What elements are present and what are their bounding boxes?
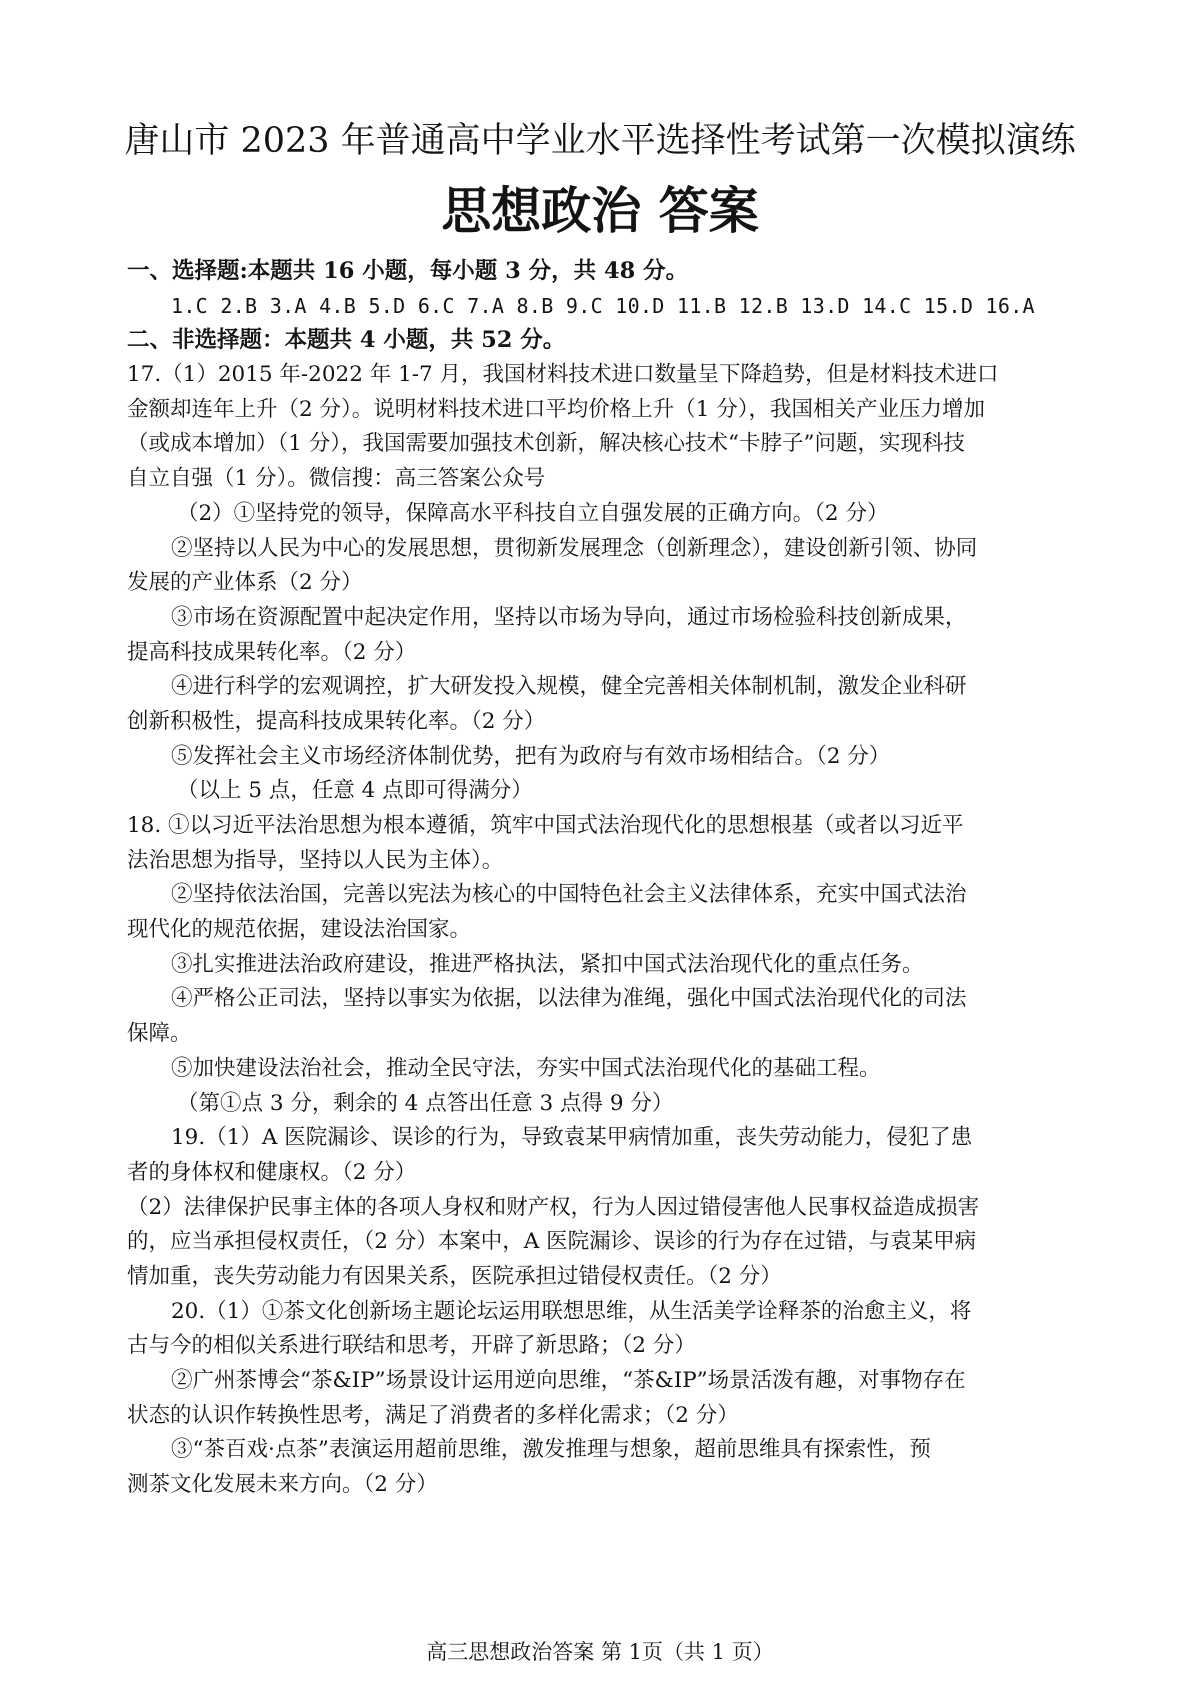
answer-line: 创新积极性，提高科技成果转化率。（2 分） [127, 708, 546, 734]
choice-answer-key: 1.C 2.B 3.A 4.B 5.D 6.C 7.A 8.B 9.C 10.D 11.B 12.B 13.D 14.C 15.D 16.A [171, 293, 1035, 318]
answer-line: （2）①坚持党的领导，保障高水平科技自立自强发展的正确方向。（2 分） [177, 500, 889, 526]
answer-line: ②广州茶博会“茶&IP”场景设计运用逆向思维，“茶&IP”场景活泼有趣，对事物存在 [171, 1368, 966, 1393]
answer-line: ③“茶百戏·点茶”表演运用超前思维，激发推理与想象，超前思维具有探索性，预 [171, 1437, 931, 1463]
answer-line: 的，应当承担侵权责任，（2 分）本案中，A 医院漏诊、误诊的行为存在过错，与袁某甲病 [127, 1229, 977, 1255]
answer-line: ②坚持以人民为中心的发展思想，贯彻新发展理念（创新理念），建设创新引领、协同 [171, 535, 978, 561]
answer-line: ③市场在资源配置中起决定作用，坚持以市场为导向，通过市场检验科技创新成果， [171, 604, 967, 630]
answer-line: ②坚持依法治国，完善以宪法为核心的中国特色社会主义法律体系，充实中国式法治 [171, 882, 967, 908]
section-heading-choice: 一、选择题:本题共 16 小题，每小题 3 分，共 48 分。 [127, 258, 689, 284]
answer-line: 20.（1）①茶文化创新场主题论坛运用联想思维，从生活美学诠释茶的治愈主义，将 [171, 1298, 972, 1324]
answer-line: 法治思想为指导，坚持以人民为主体）。 [127, 847, 504, 873]
answer-line: 测茶文化发展未来方向。（2 分） [127, 1472, 438, 1498]
answer-line: （2）法律保护民事主体的各项人身权和财产权，行为人因过错侵害他人民事权益造成损害 [127, 1194, 980, 1220]
answer-line: ⑤加快建设法治社会，推动全民守法，夯实中国式法治现代化的基础工程。 [171, 1055, 881, 1081]
answer-line: 19.（1）A 医院漏诊、误诊的行为，导致袁某甲病情加重，丧失劳动能力，侵犯了患 [171, 1125, 973, 1151]
page-footer: 高三思想政治答案 第 1页（共 1 页） [426, 1640, 774, 1664]
answer-line: 现代化的规范依据，建设法治国家。 [127, 917, 472, 943]
answer-content [127, 254, 1087, 1503]
answer-line: （或成本增加）（1 分），我国需要加强技术创新，解决核心技术“卡脖子”问题，实现科技 [127, 431, 966, 457]
answer-line: ④严格公正司法，坚持以事实为依据，以法律为准绳，强化中国式法治现代化的司法 [171, 986, 967, 1012]
answer-line: 18. ①以习近平法治思想为根本遵循，筑牢中国式法治现代化的思想根基（或者以习近平 [127, 813, 964, 838]
answer-line: 保障。 [127, 1021, 192, 1047]
answer-line: 古与今的相似关系进行联结和思考，开辟了新思路；（2 分） [127, 1333, 696, 1359]
answer-line: （第①点 3 分，剩余的 4 点答出任意 3 点得 9 分） [177, 1090, 674, 1116]
answer-line: ⑤发挥社会主义市场经济体制优势，把有为政府与有效市场相结合。（2 分） [171, 743, 891, 769]
answer-line: 金额却连年上升（2 分）。说明材料技术进口平均价格上升（1 分），我国相关产业压力增加 [127, 396, 986, 422]
answer-line: 情加重，丧失劳动能力有因果关系，医院承担过错侵权责任。（2 分） [127, 1263, 782, 1289]
exam-title: 唐山市 2023 年普通高中学业水平选择性考试第一次模拟演练 [124, 121, 1076, 161]
answer-line: 自立自强（1 分）。微信搜：高三答案公众号 [127, 466, 546, 492]
section-heading-nonchoice: 二、非选择题：本题共 4 小题，共 52 分。 [127, 327, 566, 354]
answer-line: ④进行科学的宏观调控，扩大研发投入规模，健全完善相关体制机制，激发企业科研 [171, 674, 967, 700]
subject-title: 思想政治 答案 [441, 182, 759, 240]
answer-line: 者的身体权和健康权。（2 分） [127, 1159, 417, 1185]
answer-line: ③扎实推进法治政府建设，推进严格执法，紧扣中国式法治现代化的重点任务。 [171, 951, 924, 977]
answer-line: 状态的认识作转换性思考，满足了消费者的多样化需求；（2 分） [127, 1402, 739, 1428]
answer-line: 17.（1）2015 年-2022 年 1-7 月，我国材料技术进口数量呈下降趋势，但是材料技术进口 [127, 362, 999, 388]
answer-line: 提高科技成果转化率。（2 分） [127, 639, 417, 665]
answer-line: 发展的产业体系（2 分） [127, 570, 363, 596]
answer-line: （以上 5 点，任意 4 点即可得满分） [177, 778, 533, 804]
